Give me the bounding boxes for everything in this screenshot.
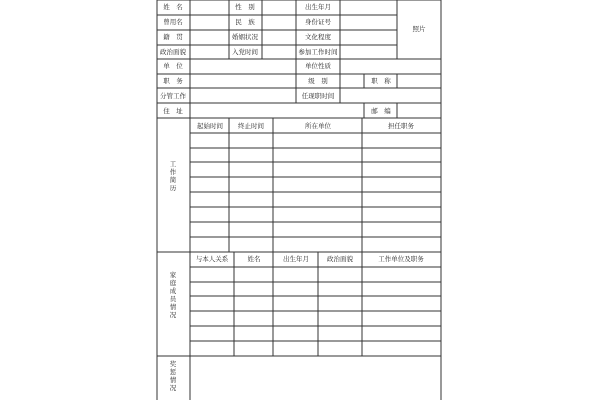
gender-field[interactable] (263, 1, 295, 14)
label-education: 文化程度 (305, 33, 331, 41)
responsibility-field[interactable] (191, 89, 295, 102)
family-section-label: 家庭成员情况 (169, 271, 177, 319)
label-unit-nature: 单位性质 (305, 62, 331, 70)
label-position: 职 务 (163, 77, 183, 85)
work-history-col-post: 担任职务 (388, 122, 414, 130)
label-current-post-date: 任现职时间 (301, 92, 335, 100)
former-name-field[interactable] (191, 16, 228, 29)
work-start-date-field[interactable] (341, 46, 396, 58)
label-native-place: 籍 贯 (163, 33, 183, 41)
label-id-number: 身份证号 (305, 18, 331, 26)
unit-nature-field[interactable] (341, 60, 440, 73)
label-address: 住 址 (163, 107, 183, 115)
label-birth-date: 出生年月 (305, 3, 331, 11)
label-name: 姓 名 (163, 3, 183, 11)
label-work-start-date: 参加工作时间 (298, 48, 338, 56)
work-history-col-end: 终止时间 (238, 122, 264, 130)
marital-status-field[interactable] (263, 31, 295, 44)
name-field[interactable] (191, 1, 228, 14)
education-field[interactable] (341, 31, 396, 44)
label-former-name: 曾用名 (163, 18, 183, 26)
position-field[interactable] (191, 75, 295, 87)
label-marital-status: 婚姻状况 (232, 33, 258, 41)
work-unit-field[interactable] (191, 60, 295, 73)
family-col-political: 政治面貌 (327, 255, 353, 263)
photo-area[interactable]: 照片 (412, 25, 426, 33)
ethnicity-field[interactable] (263, 16, 295, 29)
birth-date-field[interactable] (341, 1, 396, 14)
label-responsibility: 分管工作 (160, 92, 186, 100)
current-post-date-field[interactable] (341, 89, 440, 102)
work-history-section-label: 工作简历 (169, 160, 177, 192)
title-field[interactable] (398, 75, 440, 87)
label-postcode: 邮 编 (371, 107, 391, 115)
label-work-unit: 单 位 (163, 62, 183, 70)
rank-field[interactable] (341, 75, 363, 87)
awards-section-label: 奖惩情况 (169, 360, 177, 392)
label-party-join-date: 入党时间 (232, 48, 258, 56)
postcode-field[interactable] (398, 104, 440, 117)
party-join-date-field[interactable] (263, 46, 295, 58)
work-history-col-unit: 所在单位 (305, 122, 331, 130)
label-rank: 级 别 (308, 77, 328, 85)
label-political-status: 政治面貌 (160, 48, 186, 56)
label-title: 职 称 (371, 77, 391, 85)
family-col-name: 姓名 (247, 255, 261, 263)
id-number-field[interactable] (341, 16, 396, 29)
native-place-field[interactable] (191, 31, 228, 44)
work-history-col-start: 起始时间 (197, 122, 223, 130)
label-ethnicity: 民 族 (235, 18, 255, 26)
family-col-relation: 与本人关系 (195, 255, 229, 263)
address-field[interactable] (191, 104, 363, 117)
political-status-field[interactable] (191, 46, 228, 58)
family-col-birth: 出生年月 (283, 255, 309, 263)
family-col-employer: 工作单位及职务 (378, 255, 424, 263)
label-gender: 性 别 (235, 3, 255, 11)
awards-field[interactable] (191, 357, 440, 399)
